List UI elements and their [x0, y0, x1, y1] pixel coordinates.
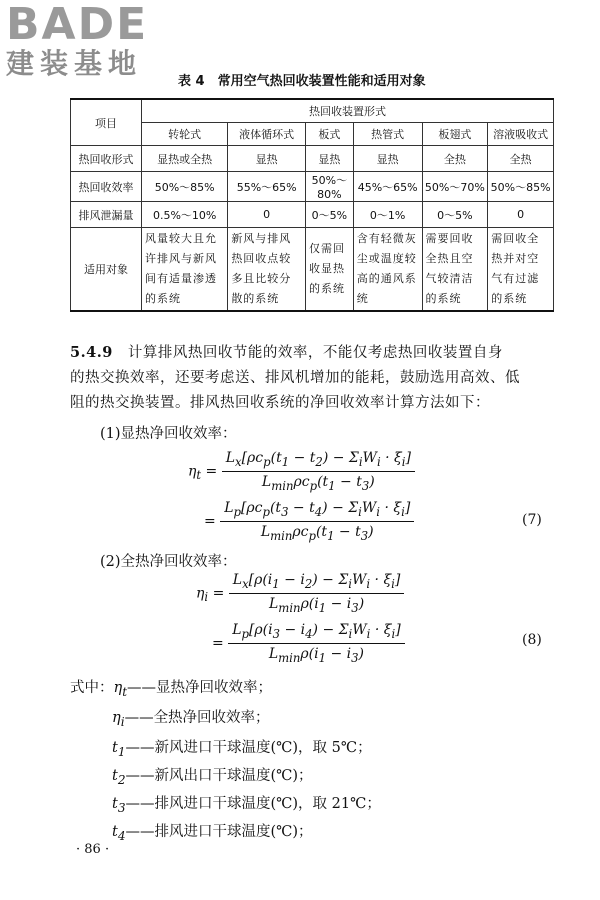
- table-cell: 显热: [353, 146, 422, 172]
- type-header: 溶液吸收式: [488, 123, 554, 146]
- table-cell: 全热: [422, 146, 488, 172]
- col-header-item: 项目: [71, 99, 142, 146]
- table-cell: 0: [488, 202, 554, 228]
- clause-line-1: 5.4.9 计算排风热回收节能的效率，不能仅考虑热回收装置自身: [70, 344, 503, 361]
- equation-label-8: (8): [522, 632, 542, 648]
- definition-item: $t_4——$排风进口干球温度(℃)；: [112, 824, 313, 843]
- definition-item: $\eta_i——$全热净回收效率；: [112, 710, 270, 729]
- definition-item: $t_3——$排风进口干球温度(℃)，取 21℃；: [112, 796, 381, 815]
- table-cell: 45%～65%: [353, 172, 422, 202]
- table-cell: 0～1%: [353, 202, 422, 228]
- watermark-logo: [6, 2, 148, 80]
- type-header: 板翅式: [422, 123, 488, 146]
- row-label: 排风泄漏量: [71, 202, 142, 228]
- clause-paragraph: [70, 340, 556, 416]
- definition-item: $t_1——$新风进口干球温度(℃)，取 5℃；: [112, 740, 372, 759]
- table-cell: 全热: [488, 146, 554, 172]
- table-row: [71, 146, 554, 172]
- table-cell: 需回收全热并对空气有过滤的系统: [488, 228, 554, 312]
- heat-recovery-table: [70, 98, 554, 312]
- table-cell: 50%～85%: [488, 172, 554, 202]
- equation-label-7: (7): [522, 512, 542, 528]
- clause-line-2: 的热交换效率，还要考虑送、排风机增加的能耗，鼓励选用高效、低: [70, 370, 520, 386]
- definition-item: $t_2——$新风出口干球温度(℃)；: [112, 768, 313, 787]
- table-cell: 0～5%: [306, 202, 354, 228]
- type-header: 热管式: [353, 123, 422, 146]
- table-cell: 50%～85%: [142, 172, 228, 202]
- table-cell: 55%～65%: [228, 172, 306, 202]
- watermark-sub: 建装基地: [6, 47, 143, 80]
- table-row: [71, 228, 554, 312]
- definitions-intro: 式中：: [70, 680, 114, 696]
- sensible-heading: (1)显热净回收效率：: [100, 426, 237, 442]
- table-cell: 新风与排风热回收点较多且比较分散的系统: [228, 228, 306, 312]
- table-cell: 风量较大且允许排风与新风间有适量渗透的系统: [142, 228, 228, 312]
- page-number: · 86 ·: [76, 842, 110, 857]
- table-row: [71, 202, 554, 228]
- watermark-brand: BADE: [6, 0, 149, 50]
- table-cell: 0～5%: [422, 202, 488, 228]
- formula-7a: $\eta_t$ = $\frac{L_x[\rho c_p(t_1 - t_2) - \Sigma_iW_i \cdot \xi_i]}{L_{min}\rho c_p(t_1 - t_3)}$: [188, 450, 415, 493]
- row-label: 热回收效率: [71, 172, 142, 202]
- table-cell: 0.5%～10%: [142, 202, 228, 228]
- definition-item: 式中：$\eta_t——$显热净回收效率；: [70, 680, 273, 699]
- table-cell: 显热: [228, 146, 306, 172]
- formula-7b: = $\frac{L_p[\rho c_p(t_3 - t_4) - \Sigma_iW_i \cdot \xi_i]}{L_{min}\rho c_p(t_1 - t_3)}$: [204, 500, 414, 543]
- table-cell: 50%～80%: [306, 172, 354, 202]
- table-cell: 0: [228, 202, 306, 228]
- formula-8b: = $\frac{L_p[\rho(i_3 - i_4) - \Sigma_iW_i \cdot \xi_i]}{L_{min}\rho(i_1 - i_3)}$: [212, 622, 405, 665]
- table-cell: 含有轻微灰尘或温度较高的通风系统: [353, 228, 422, 312]
- clause-line-3: 阻的热交换装置。排风热回收系统的净回收效率计算方法如下：: [70, 395, 490, 411]
- table-cell: 显热或全热: [142, 146, 228, 172]
- type-header: 转轮式: [142, 123, 228, 146]
- table-cell: 50%～70%: [422, 172, 488, 202]
- table-cell: 需要回收全热且空气较清洁的系统: [422, 228, 488, 312]
- type-header: 液体循环式: [228, 123, 306, 146]
- row-label: 适用对象: [71, 228, 142, 312]
- table-cell: 仅需回收显热的系统: [306, 228, 354, 312]
- formula-8a: $\eta_i$ = $\frac{L_x[\rho(i_1 - i_2) - \Sigma_iW_i \cdot \xi_i]}{L_{min}\rho(i_1 - i_3)}$: [196, 572, 404, 615]
- table-row: [71, 172, 554, 202]
- table-caption: 表 4 常用空气热回收装置性能和适用对象: [178, 74, 426, 89]
- table-cell: 显热: [306, 146, 354, 172]
- clause-number: 5.4.9: [70, 344, 113, 361]
- type-header: 板式: [306, 123, 354, 146]
- group-header: 热回收装置形式: [142, 99, 554, 123]
- row-label: 热回收形式: [71, 146, 142, 172]
- total-heading: (2)全热净回收效率：: [100, 554, 237, 570]
